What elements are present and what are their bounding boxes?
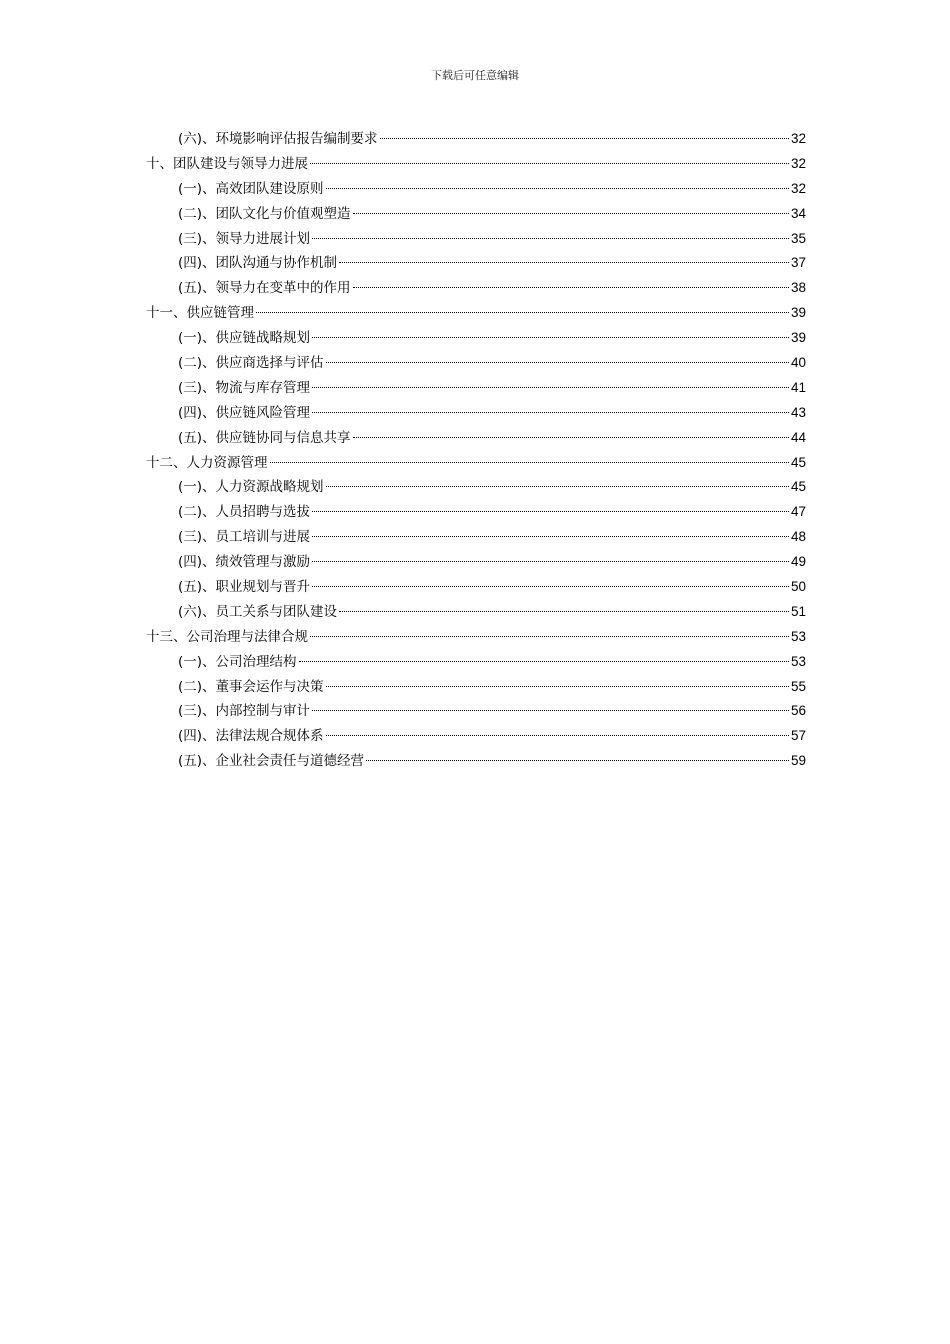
toc-dot-leader [256, 312, 789, 313]
toc-page-number: 56 [790, 703, 806, 719]
toc-entry-title: (三)、物流与库存管理 [178, 379, 311, 396]
toc-page-number: 32 [790, 131, 806, 146]
toc-entry-title: 十二、人力资源管理 [146, 454, 268, 471]
toc-dot-leader [326, 486, 789, 487]
toc-page-number: 32 [790, 180, 806, 196]
toc-entry-title: (三)、员工培训与进展 [178, 529, 311, 546]
toc-chapter-entry[interactable] [146, 451, 806, 476]
toc-section-entry[interactable] [146, 227, 806, 252]
toc-chapter-entry[interactable] [146, 301, 806, 326]
toc-dot-leader [312, 337, 789, 338]
toc-entry-title: (五)、供应链协同与信息共享 [178, 429, 351, 446]
toc-page-number: 49 [790, 554, 806, 570]
toc-page-number: 41 [790, 379, 806, 395]
toc-section-entry[interactable] [146, 177, 806, 202]
toc-entry-title: (一)、高效团队建设原则 [178, 180, 324, 197]
toc-dot-leader [353, 213, 789, 214]
toc-section-entry[interactable] [146, 699, 806, 724]
toc-page-number: 51 [790, 603, 806, 619]
toc-dot-leader [310, 163, 789, 164]
toc-section-entry[interactable] [146, 475, 806, 500]
toc-entry-title: (五)、企业社会责任与道德经营 [178, 753, 365, 770]
toc-entry-title: 十一、供应链管理 [146, 305, 254, 322]
toc-dot-leader [312, 238, 789, 239]
toc-page-number: 38 [790, 280, 806, 296]
toc-section-entry[interactable] [146, 575, 806, 600]
toc-entry-title: (二)、团队文化与价值观塑造 [178, 205, 351, 222]
toc-page-number: 37 [790, 255, 806, 271]
toc-entry-title: 十、团队建设与领导力进展 [146, 155, 308, 172]
toc-entry-title: (四)、团队沟通与协作机制 [178, 255, 338, 272]
toc-dot-leader [312, 710, 789, 711]
toc-section-entry[interactable] [146, 500, 806, 525]
toc-page-number: 53 [790, 628, 806, 644]
toc-entry-title: (四)、供应链风险管理 [178, 404, 311, 421]
toc-section-entry[interactable] [146, 376, 806, 401]
toc-page-number: 39 [790, 305, 806, 321]
toc-entry-title: (五)、领导力在变革中的作用 [178, 280, 351, 297]
toc-section-entry[interactable] [146, 550, 806, 575]
toc-dot-leader [312, 536, 789, 537]
toc-page-number: 55 [790, 678, 806, 694]
toc-chapter-entry[interactable] [146, 625, 806, 650]
page-header: 下载后可任意编辑 [431, 69, 519, 82]
toc-dot-leader [270, 462, 789, 463]
toc-section-entry[interactable] [146, 650, 806, 675]
toc-entry-title: (一)、人力资源战略规划 [178, 479, 324, 496]
toc-dot-leader [312, 586, 789, 587]
toc-entry-title: (一)、公司治理结构 [178, 653, 297, 670]
toc-entry-title: (一)、供应链战略规划 [178, 330, 311, 347]
toc-dot-leader [326, 188, 789, 189]
toc-dot-leader [353, 287, 789, 288]
toc-entry-title: 十三、公司治理与法律合规 [146, 628, 308, 645]
toc-page-number: 40 [790, 355, 806, 371]
toc-section-entry[interactable] [146, 251, 806, 276]
toc-page-number: 45 [790, 454, 806, 470]
table-of-contents [146, 127, 806, 774]
toc-section-entry[interactable] [146, 600, 806, 625]
toc-section-entry[interactable] [146, 426, 806, 451]
toc-page-number: 44 [790, 429, 806, 445]
toc-page-number: 32 [790, 155, 806, 171]
toc-dot-leader [310, 636, 789, 637]
toc-page-number: 43 [790, 404, 806, 420]
toc-entry-title: (六)、员工关系与团队建设 [178, 603, 338, 620]
toc-dot-leader [353, 437, 789, 438]
toc-dot-leader [339, 262, 789, 263]
toc-page-number: 34 [790, 205, 806, 221]
toc-section-entry[interactable] [146, 749, 806, 774]
toc-section-entry[interactable] [146, 276, 806, 301]
toc-section-entry[interactable] [146, 675, 806, 700]
toc-section-entry[interactable] [146, 401, 806, 426]
toc-page-number: 59 [790, 753, 806, 769]
toc-entry-title: (二)、供应商选择与评估 [178, 355, 324, 372]
toc-page-number: 45 [790, 479, 806, 495]
toc-entry-title: (五)、职业规划与晋升 [178, 579, 311, 596]
toc-dot-leader [326, 362, 789, 363]
toc-section-entry[interactable] [146, 724, 806, 749]
toc-entry-title: (二)、人员招聘与选拔 [178, 504, 311, 521]
toc-page-number: 50 [790, 579, 806, 595]
toc-entry-title: (三)、领导力进展计划 [178, 230, 311, 247]
toc-section-entry[interactable] [146, 351, 806, 376]
toc-section-entry[interactable] [146, 127, 806, 152]
toc-entry-title: (四)、法律法规合规体系 [178, 728, 324, 745]
toc-section-entry[interactable] [146, 326, 806, 351]
toc-entry-title: (二)、董事会运作与决策 [178, 678, 324, 695]
toc-dot-leader [326, 735, 789, 736]
toc-page-number: 47 [790, 504, 806, 520]
toc-dot-leader [366, 760, 789, 761]
toc-entry-title: (四)、绩效管理与激励 [178, 554, 311, 571]
toc-dot-leader [380, 138, 789, 139]
toc-dot-leader [326, 686, 789, 687]
toc-dot-leader [312, 387, 789, 388]
toc-chapter-entry[interactable] [146, 152, 806, 177]
toc-page-number: 39 [790, 330, 806, 346]
toc-dot-leader [339, 611, 789, 612]
toc-page-number: 57 [790, 728, 806, 744]
toc-dot-leader [312, 412, 789, 413]
toc-page-number: 48 [790, 529, 806, 545]
toc-dot-leader [312, 511, 789, 512]
toc-entry-title: (六)、环境影响评估报告编制要求 [178, 131, 378, 147]
toc-dot-leader [312, 561, 789, 562]
toc-entry-title: (三)、内部控制与审计 [178, 703, 311, 720]
toc-section-entry[interactable] [146, 525, 806, 550]
toc-dot-leader [299, 661, 789, 662]
toc-page-number: 35 [790, 230, 806, 246]
toc-section-entry[interactable] [146, 202, 806, 227]
toc-page-number: 53 [790, 653, 806, 669]
